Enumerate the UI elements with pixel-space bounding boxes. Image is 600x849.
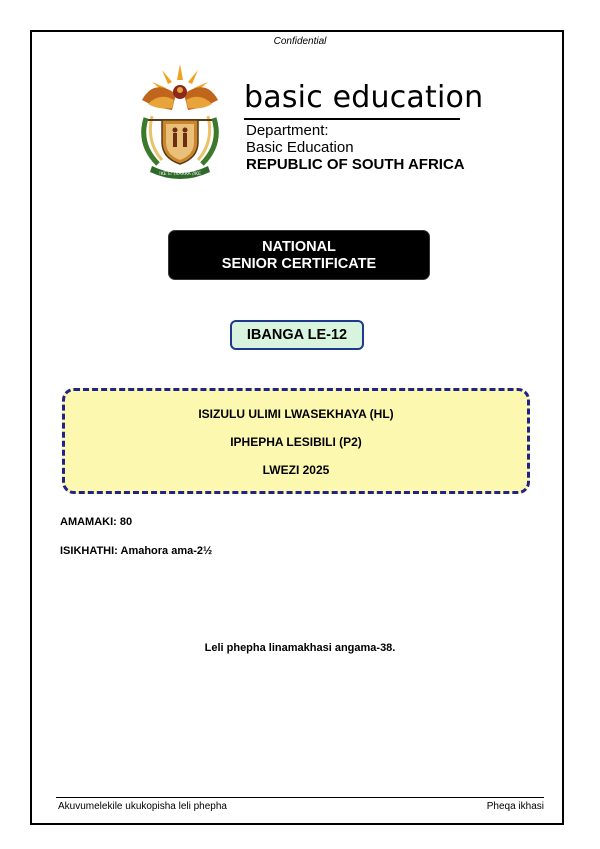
copyright-notice: Akuvumelekile ukukopisha leli phepha bbox=[58, 801, 227, 812]
department-line-2: Basic Education bbox=[246, 139, 354, 156]
paper-number: IPHEPHA LESIBILI (P2) bbox=[230, 435, 362, 449]
certificate-banner bbox=[168, 230, 430, 280]
department-rule bbox=[244, 118, 460, 120]
department-line-1: Department: bbox=[246, 122, 329, 139]
exam-duration: ISIKHATHI: Amahora ama-2½ bbox=[60, 545, 213, 557]
page-count-note: Leli phepha linamakhasi angama-38. bbox=[204, 642, 396, 654]
crest-motto: !KE E: /XARRA //KE bbox=[159, 172, 201, 177]
subject-panel bbox=[62, 388, 530, 494]
subject-title: ISIZULU ULIMI LWASEKHAYA (HL) bbox=[198, 407, 394, 421]
coat-of-arms-icon bbox=[132, 60, 228, 182]
department-name: basic education bbox=[244, 80, 484, 115]
turn-page-note: Pheqa ikhasi bbox=[486, 801, 544, 812]
confidential-label: Confidential bbox=[273, 36, 327, 47]
total-marks: AMAMAKI: 80 bbox=[60, 516, 133, 528]
department-details bbox=[246, 122, 465, 173]
footer-rule bbox=[56, 797, 544, 798]
exam-date: LWEZI 2025 bbox=[262, 463, 330, 477]
certificate-line-2: SENIOR CERTIFICATE bbox=[221, 256, 377, 272]
country-name: REPUBLIC OF SOUTH AFRICA bbox=[246, 156, 465, 173]
certificate-line-1: NATIONAL bbox=[262, 239, 336, 255]
grade-badge: IBANGA LE-12 bbox=[230, 320, 364, 350]
